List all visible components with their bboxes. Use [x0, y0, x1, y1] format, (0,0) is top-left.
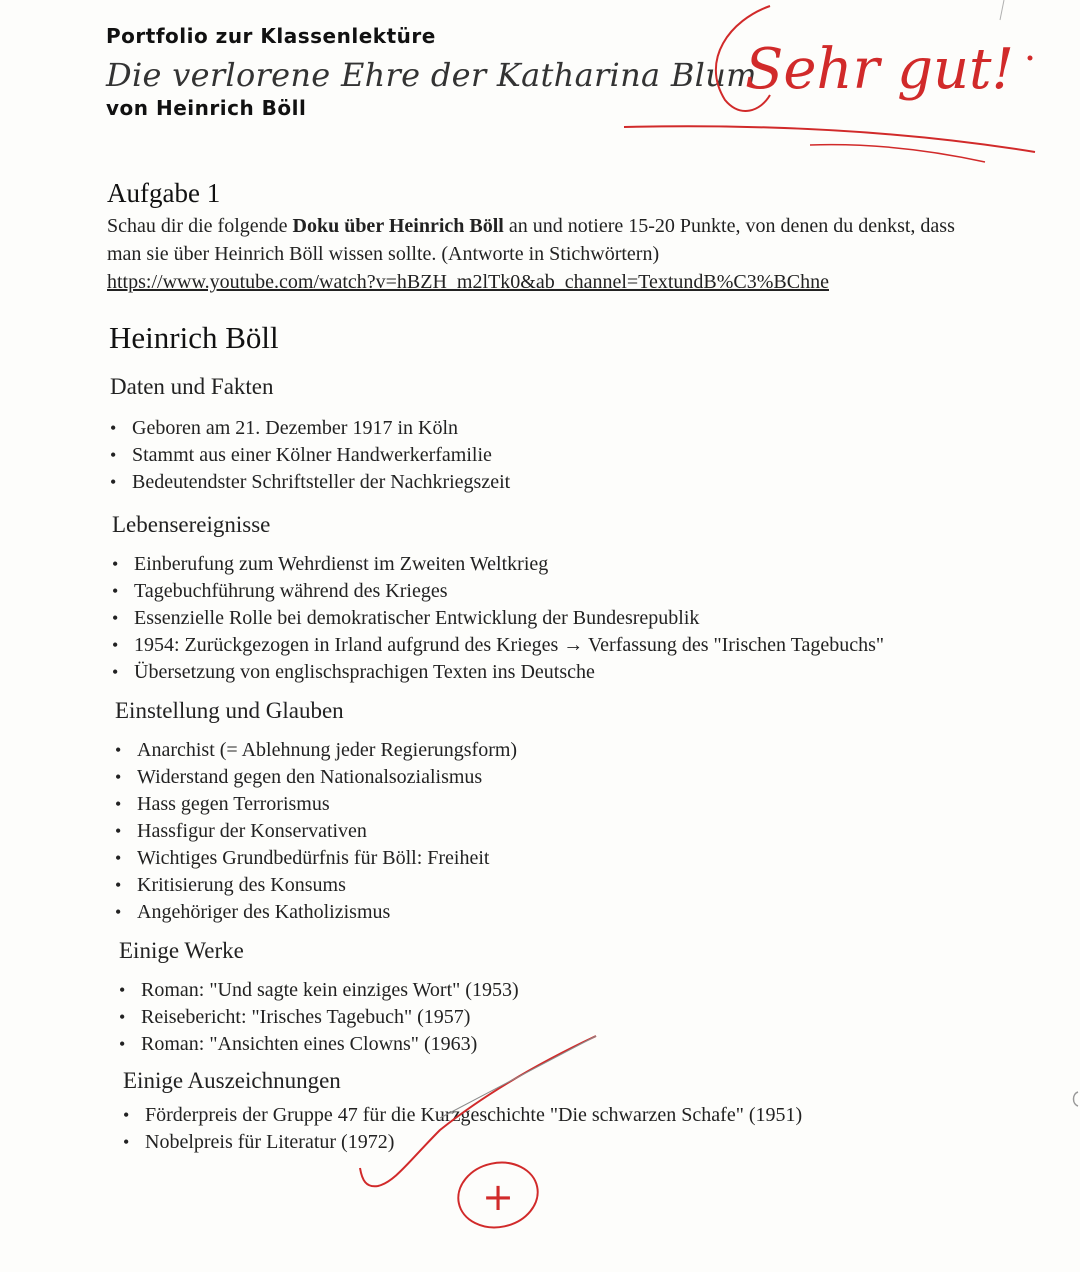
task-text-before: Schau dir die folgende [107, 215, 293, 237]
list-item-text: Stammt aus einer Kölner Handwerkerfamilie [132, 444, 492, 466]
bullet-icon: • [112, 608, 119, 628]
video-link[interactable]: https://www.youtube.com/watch?v=hBZH_m2lTk0&ab_channel=TextundB%C3%BChne [107, 271, 829, 293]
bullet-icon: • [110, 418, 117, 438]
list-item-text: Wichtiges Grundbedürfnis für Böll: Freiheit [137, 847, 490, 869]
list-item-text: Hassfigur der Konservativen [137, 820, 367, 842]
bullet-icon: • [112, 581, 119, 601]
pencil-line-icon [440, 1036, 596, 1118]
bullet-icon: • [110, 472, 117, 492]
bullet-icon: • [110, 445, 117, 465]
bullet-icon: • [119, 980, 126, 1000]
list-item-text: Roman: "Ansichten eines Clowns" (1963) [141, 1033, 478, 1055]
grade-plus-text: + [482, 1175, 514, 1219]
list-item-text: Tagebuchführung während des Krieges [134, 580, 448, 602]
task-title: Aufgabe 1 [107, 178, 221, 208]
bullet-icon: • [119, 1034, 126, 1054]
list-item-text: Anarchist (= Ablehnung jeder Regierungsform) [137, 739, 518, 761]
bullet-icon: • [115, 794, 122, 814]
list-item-text: Widerstand gegen den Nationalsozialismus [137, 766, 483, 788]
list-item-text: Übersetzung von englischsprachigen Texten ins Deutsche [134, 661, 595, 683]
list-item-text: Bedeutendster Schriftsteller der Nachkriegszeit [132, 471, 511, 493]
bullet-icon: • [115, 767, 122, 787]
list-item-text: Reisebericht: "Irisches Tagebuch" (1957) [141, 1006, 471, 1028]
list-item-text: Förderpreis der Gruppe 47 für die Kurzgeschichte "Die schwarzen Schafe" (1951) [145, 1104, 803, 1126]
list-item-text: Kritisierung des Konsums [137, 874, 346, 896]
list-item-text: Hass gegen Terrorismus [137, 793, 330, 815]
teacher-note-text: Sehr gut! [745, 37, 1015, 102]
section-title-leben: Lebensereignisse [112, 512, 271, 537]
section-title-einstellung: Einstellung und Glauben [115, 698, 344, 723]
bullet-icon: • [115, 848, 122, 868]
section-title-daten: Daten und Fakten [110, 374, 274, 399]
bullet-icon: • [115, 875, 122, 895]
bullet-icon: • [115, 902, 122, 922]
bullet-icon: • [123, 1105, 130, 1125]
book-title: Die verlorene Ehre der Katharina Blum [106, 56, 757, 94]
bullet-icon: • [112, 635, 119, 655]
bullet-icon: • [115, 821, 122, 841]
bullet-icon: • [119, 1007, 126, 1027]
dot-mark-icon [1028, 56, 1033, 61]
bullet-icon: • [112, 554, 119, 574]
task-text-after: an und notiere 15-20 Punkte, von denen du denkst, dass man sie über Heinrich Böll wissen sollte. (Antworte in Stichwörtern) [107, 215, 955, 265]
list-item-text: Angehöriger des Katholizismus [137, 901, 391, 923]
main-title: Heinrich Böll [109, 320, 279, 355]
bullet-icon: • [115, 740, 122, 760]
check-mark-icon [360, 1036, 596, 1186]
bullet-icon: • [123, 1132, 130, 1152]
portfolio-heading: Portfolio zur Klassenlektüre [106, 24, 436, 48]
list-item-text: Essenzielle Rolle bei demokratischer Entwicklung der Bundesrepublik [134, 607, 700, 629]
list-item-text: Roman: "Und sagte kein einziges Wort" (1953) [141, 979, 519, 1001]
list-item-text: Einberufung zum Wehrdienst im Zweiten Weltkrieg [134, 553, 549, 575]
red-underline-icon [624, 126, 1035, 152]
section-title-werke: Einige Werke [119, 938, 244, 963]
margin-mark-icon [1000, 0, 1004, 20]
edge-mark-icon [1074, 1092, 1079, 1106]
task-text-bold: Doku über Heinrich Böll [292, 215, 504, 237]
list-item-text: Nobelpreis für Literatur (1972) [145, 1131, 395, 1153]
bullet-icon: • [112, 662, 119, 682]
red-underline-2-icon [810, 145, 985, 162]
list-item-text: 1954: Zurückgezogen in Irland aufgrund des Krieges → Verfassung des "Irischen Tagebuchs" [134, 634, 885, 656]
list-item-text: Geboren am 21. Dezember 1917 in Köln [132, 417, 459, 439]
section-title-auszeichnungen: Einige Auszeichnungen [123, 1068, 341, 1093]
author-line: von Heinrich Böll [106, 96, 307, 120]
